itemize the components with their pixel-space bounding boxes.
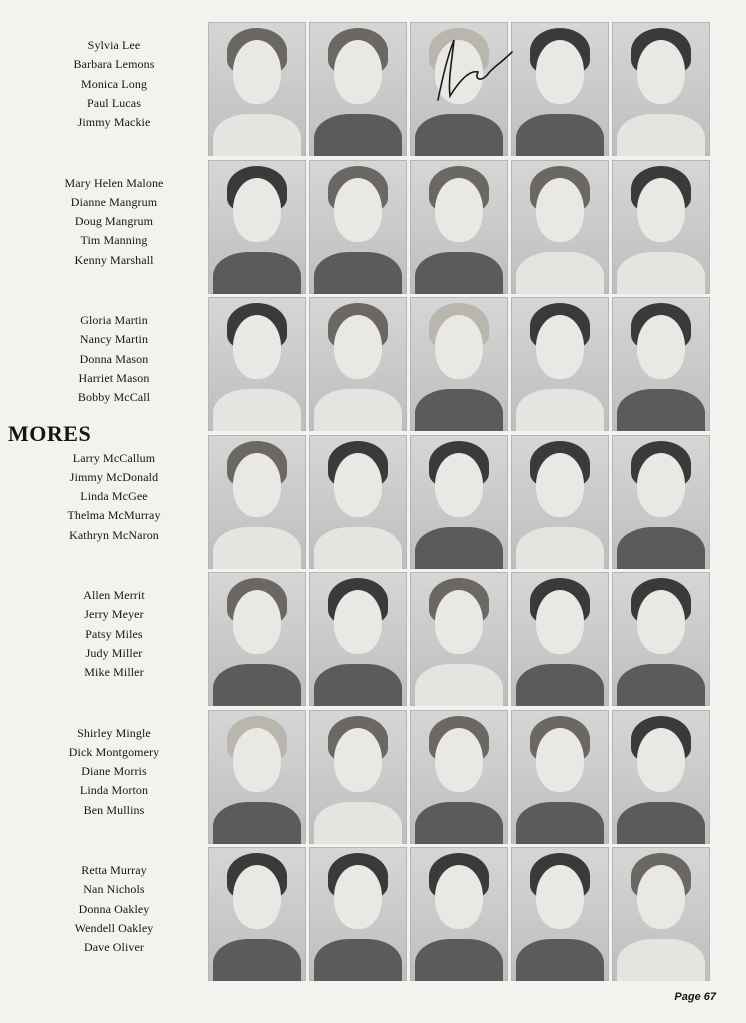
student-portrait: [309, 297, 407, 431]
student-name: Bobby McCall: [77, 390, 151, 405]
student-name: Larry McCallum: [72, 450, 156, 465]
class-row: [0, 435, 746, 573]
student-name: Donna Mason: [79, 351, 149, 366]
student-name: Retta Murray: [81, 863, 147, 877]
student-name: Sylvia Lee: [87, 38, 141, 52]
student-name: Wendell Oakley: [74, 920, 154, 935]
name-list: [20, 36, 208, 132]
student-name: Kathryn McNaron: [69, 527, 159, 542]
student-name: Jerry Meyer: [84, 607, 144, 622]
student-portrait: [511, 572, 609, 706]
student-portrait: [208, 847, 306, 981]
student-name: Doug Mangrum: [74, 214, 154, 229]
student-name: Monica Long: [80, 76, 148, 91]
name-list: [20, 449, 208, 545]
portrait-strip: [208, 297, 710, 433]
student-name: Gloria Martin: [80, 313, 148, 327]
student-name: Judy Miller: [85, 645, 143, 660]
student-portrait: [208, 22, 306, 156]
student-portrait: [612, 435, 710, 569]
student-name: Mary Helen Malone: [64, 175, 164, 190]
student-portrait: [410, 22, 508, 156]
class-row: [0, 160, 746, 298]
class-row: [0, 572, 746, 710]
student-portrait: [612, 297, 710, 431]
student-portrait: [511, 22, 609, 156]
class-rows: [0, 22, 746, 985]
name-list: [20, 861, 208, 957]
name-list: [20, 311, 208, 407]
student-portrait: [309, 435, 407, 569]
student-name: Tim Manning: [80, 233, 148, 248]
student-portrait: [410, 572, 508, 706]
student-name: Thelma McMurray: [67, 508, 161, 523]
portrait-strip: [208, 572, 710, 708]
student-portrait: [511, 297, 609, 431]
class-row: [0, 710, 746, 848]
student-name: Mike Miller: [84, 665, 144, 680]
portrait-strip: [208, 710, 710, 846]
portrait-strip: [208, 435, 710, 571]
student-portrait: [309, 160, 407, 294]
page-number: Page 67: [674, 991, 716, 1003]
student-name: Jimmy Mackie: [77, 115, 151, 130]
student-name: Ben Mullins: [83, 802, 145, 817]
portrait-strip: [208, 160, 710, 296]
student-portrait: [410, 297, 508, 431]
student-portrait: [208, 435, 306, 569]
student-name: Harriet Mason: [78, 370, 150, 385]
student-name: Barbara Lemons: [73, 57, 155, 72]
class-row: [0, 297, 746, 435]
student-name: Kenny Marshall: [74, 252, 154, 267]
student-portrait: [511, 710, 609, 844]
student-portrait: [208, 710, 306, 844]
student-name: Allen Merrit: [83, 588, 145, 602]
student-name: Nan Nichols: [83, 882, 145, 897]
student-name: Patsy Miles: [85, 626, 143, 641]
student-portrait: [410, 435, 508, 569]
student-portrait: [612, 847, 710, 981]
portrait-strip: [208, 22, 710, 158]
class-row: [0, 847, 746, 985]
student-portrait: [410, 160, 508, 294]
student-portrait: [309, 710, 407, 844]
student-name: Nancy Martin: [79, 332, 149, 347]
student-portrait: [410, 847, 508, 981]
name-list: [20, 586, 208, 682]
student-portrait: [309, 22, 407, 156]
student-portrait: [612, 710, 710, 844]
student-name: Diane Morris: [81, 764, 147, 779]
student-portrait: [410, 710, 508, 844]
student-portrait: [208, 160, 306, 294]
student-portrait: [309, 572, 407, 706]
student-name: Linda Morton: [79, 783, 149, 798]
student-name: Jimmy McDonald: [69, 469, 159, 484]
student-portrait: [612, 572, 710, 706]
portrait-strip: [208, 847, 710, 983]
student-portrait: [511, 847, 609, 981]
class-row: [0, 22, 746, 160]
student-portrait: [511, 160, 609, 294]
student-name: Dick Montgomery: [68, 744, 160, 759]
student-portrait: [208, 297, 306, 431]
student-portrait: [612, 22, 710, 156]
student-name: Dave Oliver: [83, 940, 145, 955]
student-name: Paul Lucas: [87, 95, 141, 110]
student-name: Dianne Mangrum: [70, 194, 158, 209]
name-list: [20, 174, 208, 270]
student-name: Shirley Mingle: [77, 725, 151, 740]
student-portrait: [511, 435, 609, 569]
student-portrait: [208, 572, 306, 706]
student-name: Donna Oakley: [78, 901, 150, 916]
student-portrait: [309, 847, 407, 981]
student-name: Linda McGee: [80, 489, 148, 504]
name-list: [20, 724, 208, 820]
student-portrait: [612, 160, 710, 294]
section-heading: MORES: [8, 421, 92, 446]
